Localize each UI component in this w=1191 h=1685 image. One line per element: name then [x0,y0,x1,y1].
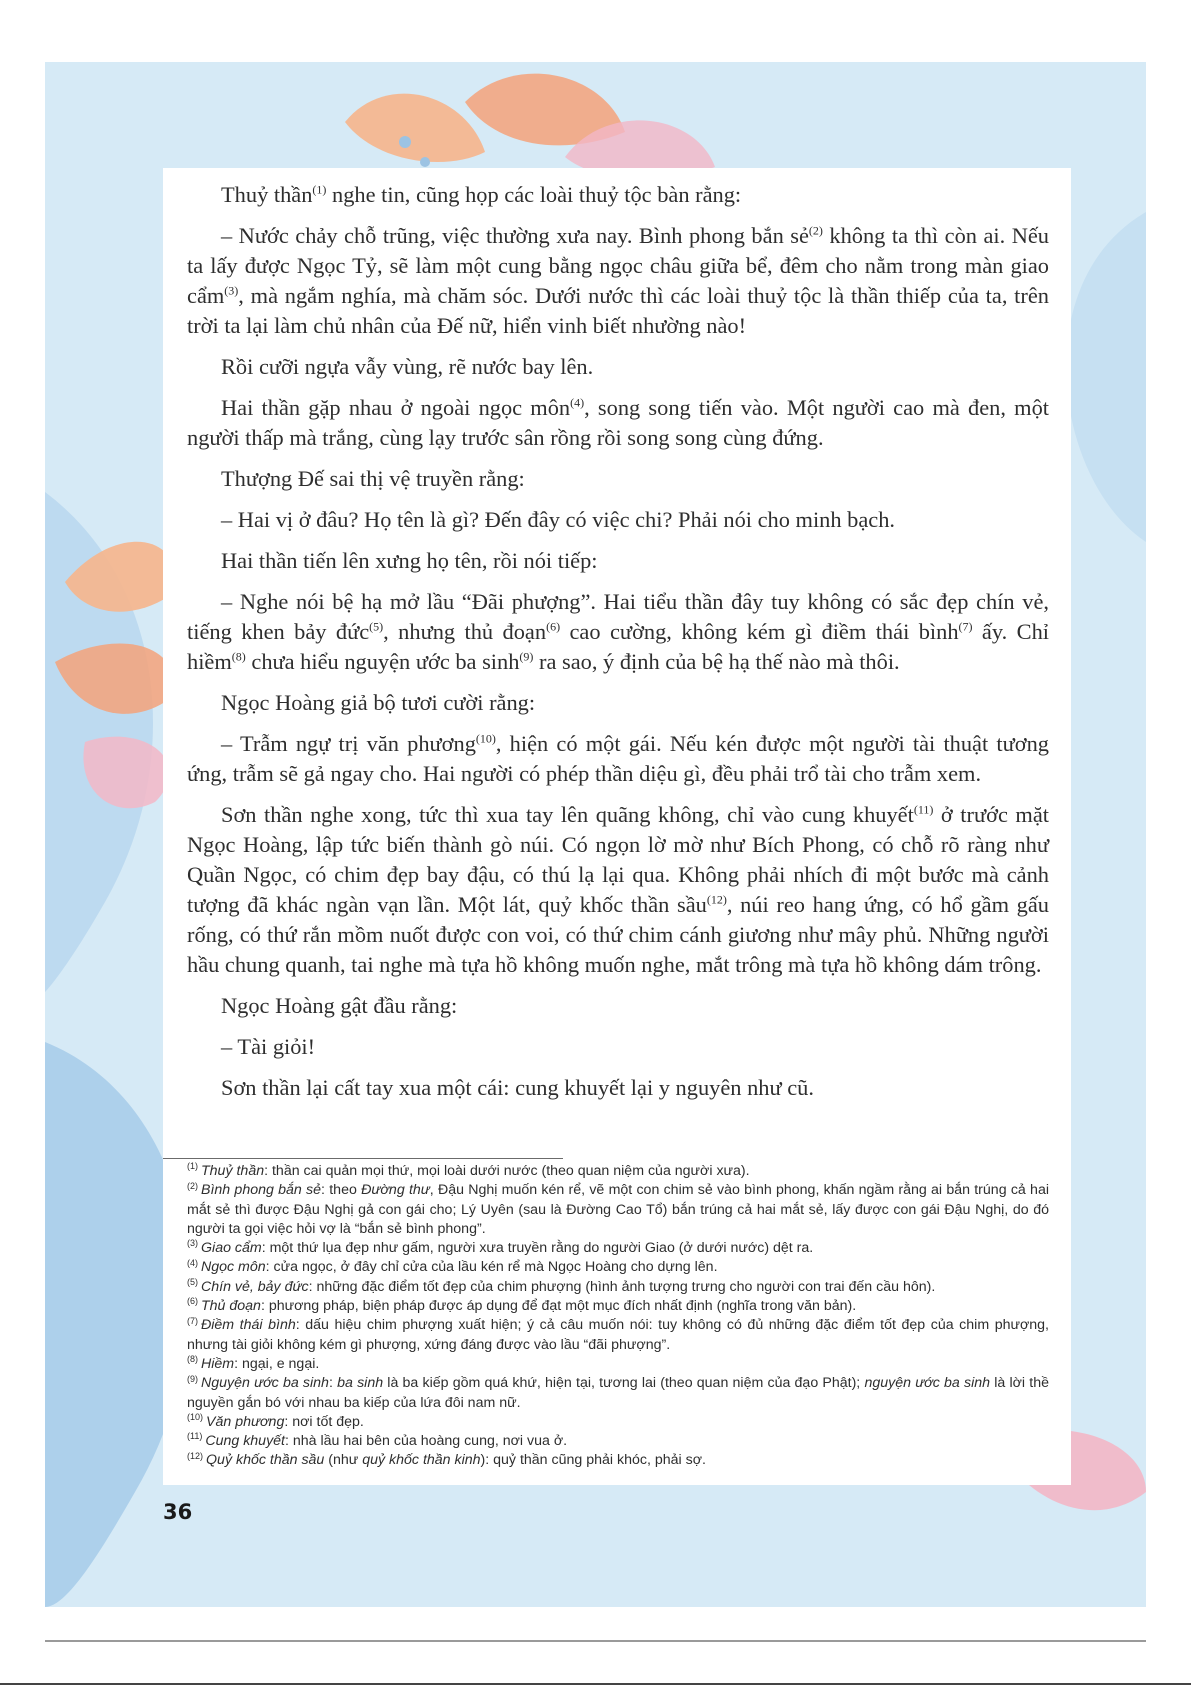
footnote-ref: (10) [187,1412,204,1423]
footnote-term: Cung khuyết [205,1433,286,1450]
text-run: nghe tin, cũng họp các loài thuỷ tộc bàn rằng: [326,182,742,207]
text-run: , Đậu Nghị muốn kén rể, vẽ một con chim sẻ vào bình phong, khấn ngầm rằng ai bắn trúng cả hai mắt sẻ thì được Đậu Nghị gả con gái cho; Lý Uyên (sau là Đường Cao Tổ) bắn trúng cả hai mắt sẻ, lấy được con gái Đậu Nghị, do đó người ta gọi việc hỏi vợ là “bắn sẻ bình phong”. [187,1182,1049,1237]
footnote-ref: (6) [187,1296,198,1307]
footnote-ref: (8) [231,649,246,664]
footnote [187,1297,1049,1316]
footnote-ref: (1) [187,1161,198,1172]
footnote-term: Quỷ khốc thần sầu [206,1452,325,1469]
footnote [187,1162,1049,1181]
text-run: Sơn thần nghe xong, tức thì xua tay lên quãng không, chỉ vào cung khuyết [221,802,914,827]
footnote [187,1374,1049,1413]
text-run: Thượng Đế sai thị vệ truyền rằng: [221,466,525,491]
text-run: là ba kiếp gồm quá khứ, hiện tại, tương lai (theo quan niệm của đạo Phật); [383,1375,865,1392]
footnote-ref: (2) [187,1180,198,1191]
paragraph [187,991,1049,1021]
footnote-ref: (9) [519,649,534,664]
footnote-ref: (12) [706,892,727,907]
footnote-term: ba sinh [337,1375,384,1392]
text-run: : ngại, e ngại. [234,1355,320,1372]
text-run: : nhà lầu hai bên của hoàng cung, nơi vua ở. [285,1433,568,1450]
text-run: ): quỷ thần cũng phải khóc, phải sợ. [480,1452,706,1469]
paragraph [187,464,1049,494]
footnote-term: quỷ khốc thần kinh [362,1452,481,1469]
paragraph [187,1032,1049,1062]
footnote-term: Thủ đoạn [201,1298,261,1315]
text-run: không ta thì còn ai. Nếu ta lấy được Ngọc Tỷ, sẽ làm một cung bằng ngọc châu giữa bể, đêm cho nằm trong màn giao cẩm [187,223,1049,308]
footnote [187,1355,1049,1374]
footnote-ref: (8) [187,1354,198,1365]
footnote-ref: (7) [187,1315,198,1326]
paragraph [187,352,1049,382]
paragraph [187,1073,1049,1103]
paragraph [187,688,1049,718]
text-run: là lời thề nguyền gắn bó với nhau ba kiếp của lứa đôi nam nữ. [187,1375,1049,1411]
footnote-term: Đường thư [361,1182,430,1199]
footnote-divider [163,1158,563,1159]
text-run: , song song tiến vào. Một người cao mà đen, một người thấp mà trắng, cùng lạy trước sân rồng rồi song song cùng đứng. [187,395,1049,450]
footnote-ref: (6) [546,619,561,634]
text-run: ấy. Chỉ hiềm [187,619,1049,674]
footnote-term: nguyện ước ba sinh [864,1375,991,1392]
text-run: Thuỷ thần [221,182,313,207]
text-run: (như [324,1452,363,1469]
footnote-ref: (1) [312,182,327,197]
paragraph [187,221,1049,341]
footnote-term: Thuỷ thần [201,1163,265,1179]
footnote-ref: (10) [475,731,496,746]
footnote [187,1451,1049,1470]
footnote-ref: (5) [187,1277,198,1288]
paragraph [187,505,1049,535]
paragraph [187,800,1049,980]
page-number: 36 [163,1500,193,1524]
text-run: , mà ngắm nghía, mà chăm sóc. Dưới nước thì các loài thuỷ tộc là thần thiếp của ta, trên trời ta lại làm chủ nhân của Đế nữ, hiển vinh biết nhường nào! [187,283,1049,338]
text-run: Ngọc Hoàng gật đầu rằng: [221,993,458,1018]
text-run: Ngọc Hoàng giả bộ tươi cười rằng: [221,690,536,715]
footnote-term: Ngọc môn [201,1259,266,1276]
paragraph [187,180,1049,210]
footnote [187,1432,1049,1451]
footnote [187,1239,1049,1258]
footnote-ref: (9) [187,1373,198,1384]
footnote-term: Điềm thái bình [201,1317,296,1334]
text-run: : [328,1375,338,1392]
footnote-ref: (2) [808,223,823,238]
text-run: Rồi cưỡi ngựa vẫy vùng, rẽ nước bay lên. [221,354,594,379]
bottom-divider [45,1640,1146,1642]
paragraph [187,393,1049,453]
footnote-ref: (4) [570,395,585,410]
footnote-term: Hiềm [201,1355,235,1372]
footnote-ref: (12) [187,1450,204,1461]
text-run: ra sao, ý định của bệ hạ thế nào mà thôi. [533,649,900,674]
text-run: : thần cai quản mọi thứ, mọi loài dưới nước (theo quan niệm của người xưa). [264,1163,750,1179]
text-run: – Nghe nói bệ hạ mở lầu “Đãi phượng”. Hai tiểu thần đây tuy không có sắc đẹp chín vẻ, tiếng khen bảy đức [187,589,1049,644]
text-run: : dấu hiệu chim phượng xuất hiện; ý cả câu muốn nói: tuy không có đủ những đặc điểm tốt đẹp của chim phượng, nhưng tài giỏi không kém gì phượng, xứng đáng được vào lầu “đãi phượng”. [187,1317,1050,1353]
footnote-term: Giao cẩm [201,1240,262,1257]
text-run: : theo [321,1182,362,1199]
page-content [163,168,1071,1485]
footnotes [187,1162,1049,1471]
footnote [187,1181,1049,1239]
text-run: Sơn thần lại cất tay xua một cái: cung khuyết lại y nguyên như cũ. [221,1075,814,1100]
paragraph [187,729,1049,789]
footnote [187,1278,1049,1297]
text-run: – Trẫm ngự trị văn phương [221,731,476,756]
paragraph [187,587,1049,677]
text-run: – Hai vị ở đâu? Họ tên là gì? Đến đây có việc chi? Phải nói cho minh bạch. [221,507,896,532]
text-run: – Tài giỏi! [221,1034,316,1059]
text-run: , hiện có một gái. Nếu kén được một người tài thuật tương ứng, trẫm sẽ gả ngay cho. Hai người có phép thần diệu gì, đều phải trổ tài cho trẫm xem. [187,731,1049,786]
footnote [187,1316,1049,1355]
text-run: chưa hiểu nguyện ước ba sinh [245,649,520,674]
footnote-term: Chín vẻ, bảy đức [201,1278,309,1295]
footnote-ref: (11) [913,802,934,817]
footnote-term: Văn phương [206,1413,285,1430]
text-run: Hai thần tiến lên xưng họ tên, rồi nói tiếp: [221,548,598,573]
text-run: Hai thần gặp nhau ở ngoài ngọc môn [221,395,571,420]
text-run: – Nước chảy chỗ trũng, việc thường xưa nay. Bình phong bắn sẻ [221,223,809,248]
text-run: : nơi tốt đẹp. [284,1413,364,1430]
footnote-term: Bình phong bắn sẻ [201,1182,322,1199]
text-run: cao cường, không kém gì điềm thái bình [560,619,959,644]
text-run: : một thứ lụa đẹp như gấm, người xưa truyền rằng do người Giao (ở dưới nước) dệt ra. [261,1240,814,1257]
text-run: : những đặc điểm tốt đẹp của chim phượng (hình ảnh tượng trưng cho người con trai đến cầu hôn). [308,1278,936,1295]
footnote-ref: (3) [187,1238,198,1249]
footnote-term: Nguyện ước ba sinh [201,1375,329,1392]
footnote-ref: (5) [369,619,384,634]
paragraph [187,546,1049,576]
text-run: : phương pháp, biện pháp được áp dụng để đạt một mục đích nhất định (nghĩa trong văn bản). [260,1298,857,1315]
footnote-ref: (7) [958,619,973,634]
text-run: , núi reo hang ứng, có hổ gầm gấu rống, có thứ rắn mồm nuốt được con voi, có thứ chim cánh giương như mây phủ. Những người hầu chung quanh, tai nghe mà tựa hồ không muốn nghe, mắt trông mà tựa hồ không dám trông. [187,892,1049,977]
text-run: , nhưng thủ đoạn [383,619,547,644]
footnote [187,1258,1049,1277]
footnote-ref: (4) [187,1257,198,1268]
footnote [187,1413,1049,1432]
story-text [187,180,1049,1114]
footnote-ref: (11) [187,1431,203,1442]
text-run: ở trước mặt Ngọc Hoàng, lập tức biến thành gò núi. Có ngọn lờ mờ như Bích Phong, có chỗ rõ ràng như Quần Ngọc, có chim đẹp bay đậu, có thú lạ lại qua. Không phải nhích đi một bước mà cảnh tượng đã khác ngàn vạn lần. Một lát, quỷ khốc thần sầu [187,802,1049,917]
text-run: : cửa ngọc, ở đây chỉ cửa của lầu kén rể mà Ngọc Hoàng cho dựng lên. [265,1259,718,1276]
footnote-ref: (3) [224,283,239,298]
